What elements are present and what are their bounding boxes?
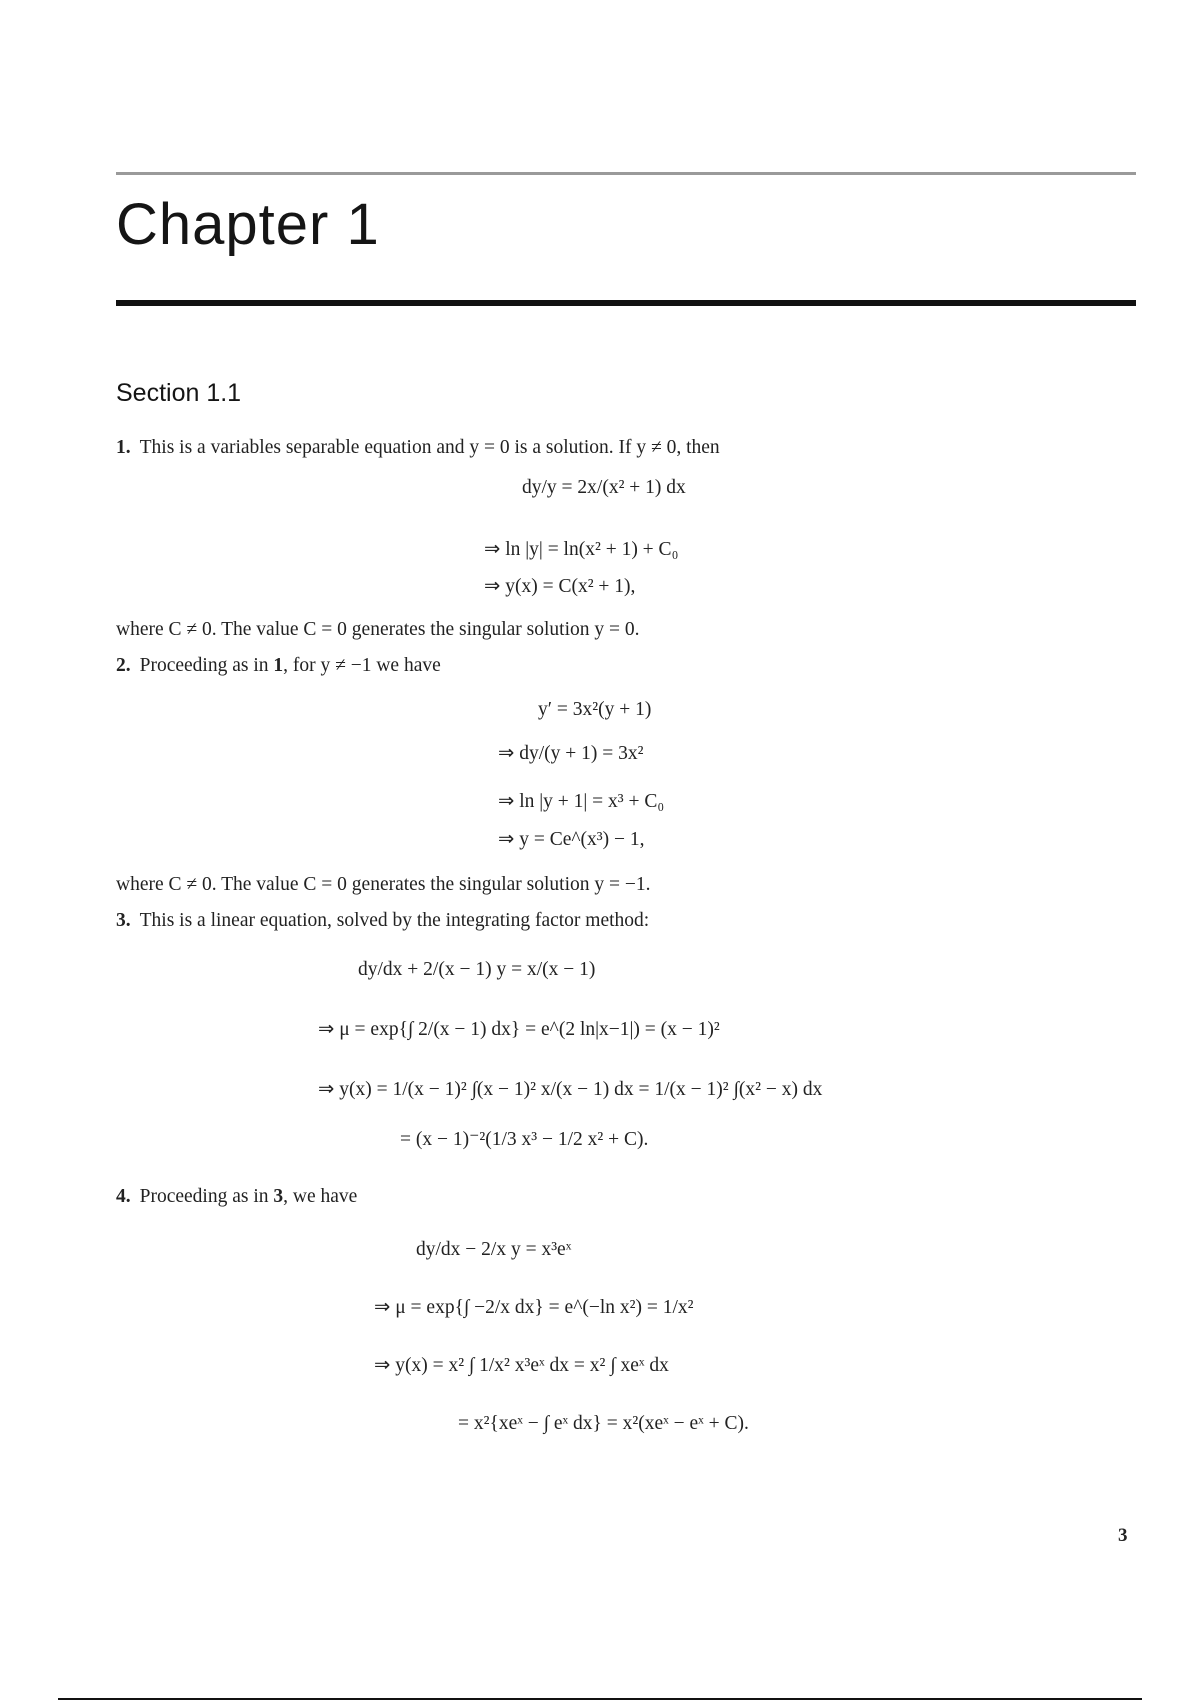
- p4-eq-2: ⇒ μ = exp{∫ −2/x dx} = e^(−ln x²) = 1/x²: [374, 1297, 694, 1318]
- p3-eq-2: ⇒ μ = exp{∫ 2/(x − 1) dx} = e^(2 ln|x−1|) = (x − 1)²: [318, 1019, 720, 1040]
- problem-3-intro-text: This is a linear equation, solved by the integrating factor method:: [139, 910, 650, 931]
- p3-eq-3: ⇒ y(x) = 1/(x − 1)² ∫(x − 1)² x/(x − 1) dx = 1/(x − 1)² ∫(x² − x) dx: [318, 1079, 823, 1100]
- problem-2-conclusion: where C ≠ 0. The value C = 0 generates the singular solution y = −1.: [116, 874, 651, 895]
- problem-4-intro-b: , we have: [283, 1186, 358, 1207]
- p4-eq-1: dy/dx − 2/x y = x³eˣ: [416, 1239, 572, 1260]
- p1-eq-3: ⇒ y(x) = C(x² + 1),: [484, 576, 636, 597]
- problem-1-intro-text: This is a variables separable equation and y = 0 is a solution. If y ≠ 0, then: [139, 437, 720, 458]
- chapter-bottom-rule: [116, 300, 1136, 306]
- p1-eq-2: ⇒ ln |y| = ln(x² + 1) + C₀: [484, 539, 679, 560]
- p2-eq-2: ⇒ dy/(y + 1) = 3x²: [498, 743, 644, 764]
- p2-eq-3: ⇒ ln |y + 1| = x³ + C₀: [498, 791, 665, 812]
- problem-2-intro-b: , for y ≠ −1 we have: [283, 655, 441, 676]
- problem-2-number: 2.: [116, 655, 131, 676]
- problem-3-number: 3.: [116, 910, 131, 931]
- problem-4-ref: 3: [273, 1186, 284, 1207]
- chapter-title: Chapter 1: [116, 192, 380, 257]
- p4-eq-4: = x²{xeˣ − ∫ eˣ dx} = x²(xeˣ − eˣ + C).: [458, 1413, 749, 1434]
- problem-1-intro: [116, 438, 720, 458]
- p1-eq-1: dy/y = 2x/(x² + 1) dx: [522, 477, 686, 498]
- page-number: 3: [1118, 1525, 1128, 1546]
- problem-3-intro: [116, 911, 649, 931]
- p4-eq-3: ⇒ y(x) = x² ∫ 1/x² x³eˣ dx = x² ∫ xeˣ dx: [374, 1355, 669, 1376]
- chapter-top-rule: [116, 172, 1136, 175]
- p2-eq-4: ⇒ y = Ce^(x³) − 1,: [498, 829, 645, 850]
- problem-4-intro-a: Proceeding as in: [139, 1186, 274, 1207]
- problem-1-conclusion: where C ≠ 0. The value C = 0 generates the singular solution y = 0.: [116, 619, 640, 640]
- problem-2-intro: [116, 656, 441, 676]
- problem-2-intro-a: Proceeding as in: [139, 655, 274, 676]
- section-title: Section 1.1: [116, 379, 242, 407]
- problem-1-number: 1.: [116, 437, 131, 458]
- problem-4-number: 4.: [116, 1186, 131, 1207]
- problem-4-intro: [116, 1187, 357, 1207]
- p2-eq-1: y′ = 3x²(y + 1): [538, 699, 652, 720]
- p3-eq-1: dy/dx + 2/(x − 1) y = x/(x − 1): [358, 959, 596, 980]
- problem-2-ref: 1: [273, 655, 284, 676]
- p3-eq-4: = (x − 1)⁻²(1/3 x³ − 1/2 x² + C).: [400, 1129, 649, 1150]
